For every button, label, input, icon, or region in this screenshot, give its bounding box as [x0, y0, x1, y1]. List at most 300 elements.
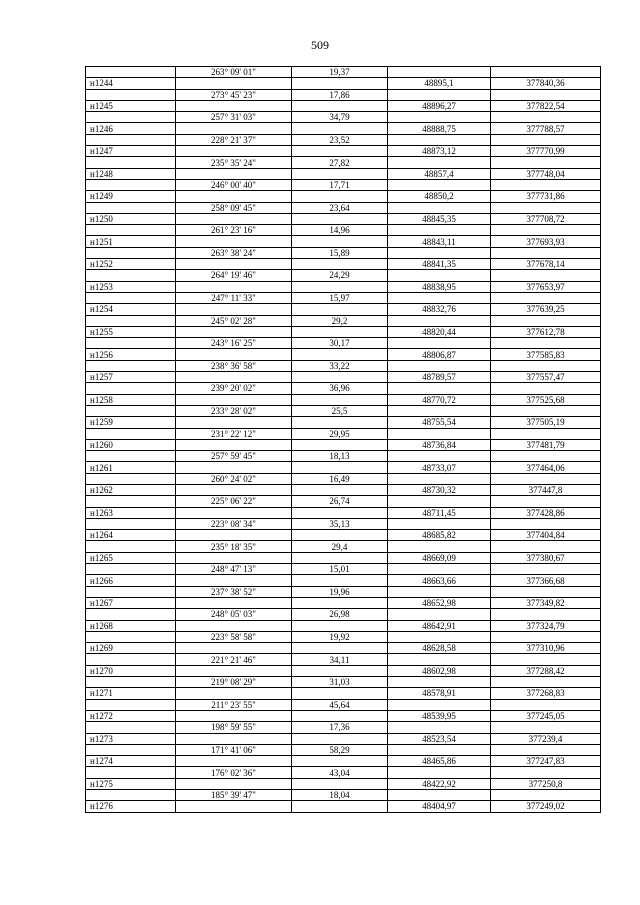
point-id-cell: [86, 564, 176, 575]
distance-cell: 36,96: [292, 383, 388, 394]
x-coordinate-cell: 48539,95: [388, 710, 491, 721]
point-id-cell: [86, 767, 176, 778]
x-coordinate-cell: [388, 247, 491, 258]
point-id-cell: [86, 631, 176, 642]
distance-cell: [292, 281, 388, 292]
distance-cell: [292, 643, 388, 654]
bearing-angle-cell: [176, 349, 292, 360]
bearing-angle-cell: 221° 21' 46": [176, 654, 292, 665]
point-id-cell: [86, 496, 176, 507]
y-coordinate-cell: 377245,05: [491, 710, 601, 721]
table-row: [86, 304, 601, 315]
x-coordinate-cell: [388, 586, 491, 597]
x-coordinate-cell: 48843,11: [388, 236, 491, 247]
distance-cell: [292, 123, 388, 134]
point-id-cell: [86, 112, 176, 123]
distance-cell: 24,29: [292, 270, 388, 281]
y-coordinate-cell: [491, 541, 601, 552]
table-row: [86, 451, 601, 462]
y-coordinate-cell: 377525,68: [491, 394, 601, 405]
distance-cell: [292, 168, 388, 179]
distance-cell: [292, 417, 388, 428]
point-id-cell: н1259: [86, 417, 176, 428]
distance-cell: 19,37: [292, 67, 388, 78]
x-coordinate-cell: 48642,91: [388, 620, 491, 631]
bearing-angle-cell: 247° 11' 33": [176, 292, 292, 303]
distance-cell: 34,79: [292, 112, 388, 123]
table-row: [86, 202, 601, 213]
x-coordinate-cell: [388, 112, 491, 123]
bearing-angle-cell: [176, 213, 292, 224]
distance-cell: 17,36: [292, 722, 388, 733]
distance-cell: 18,04: [292, 790, 388, 801]
distance-cell: 30,17: [292, 338, 388, 349]
point-id-cell: [86, 609, 176, 620]
table-row: [86, 259, 601, 270]
table-row: [86, 541, 601, 552]
distance-cell: [292, 191, 388, 202]
point-id-cell: [86, 677, 176, 688]
y-coordinate-cell: [491, 225, 601, 236]
point-id-cell: н1266: [86, 575, 176, 586]
y-coordinate-cell: 377447,8: [491, 484, 601, 495]
point-id-cell: н1260: [86, 439, 176, 450]
point-id-cell: [86, 338, 176, 349]
point-id-cell: н1251: [86, 236, 176, 247]
bearing-angle-cell: [176, 484, 292, 495]
point-id-cell: н1257: [86, 372, 176, 383]
table-row: [86, 790, 601, 801]
distance-cell: 15,97: [292, 292, 388, 303]
x-coordinate-cell: 48685,82: [388, 530, 491, 541]
point-id-cell: [86, 586, 176, 597]
x-coordinate-cell: 48730,32: [388, 484, 491, 495]
x-coordinate-cell: 48663,66: [388, 575, 491, 586]
table-row: [86, 710, 601, 721]
x-coordinate-cell: [388, 383, 491, 394]
table-row: [86, 372, 601, 383]
point-id-cell: н1246: [86, 123, 176, 134]
distance-cell: [292, 575, 388, 586]
point-id-cell: н1256: [86, 349, 176, 360]
point-id-cell: н1261: [86, 462, 176, 473]
table-row: [86, 620, 601, 631]
x-coordinate-cell: [388, 179, 491, 190]
table-row: [86, 191, 601, 202]
bearing-angle-cell: 237° 38' 52": [176, 586, 292, 597]
table-row: [86, 338, 601, 349]
survey-coordinates-table: [85, 66, 601, 813]
y-coordinate-cell: 377404,84: [491, 530, 601, 541]
x-coordinate-cell: [388, 518, 491, 529]
table-row: [86, 507, 601, 518]
point-id-cell: н1265: [86, 552, 176, 563]
y-coordinate-cell: 377250,8: [491, 778, 601, 789]
y-coordinate-cell: [491, 247, 601, 258]
x-coordinate-cell: 48711,45: [388, 507, 491, 518]
distance-cell: 23,64: [292, 202, 388, 213]
table-row: [86, 756, 601, 767]
x-coordinate-cell: 48669,09: [388, 552, 491, 563]
point-id-cell: н1264: [86, 530, 176, 541]
bearing-angle-cell: [176, 575, 292, 586]
bearing-angle-cell: [176, 733, 292, 744]
x-coordinate-cell: 48404,97: [388, 801, 491, 812]
point-id-cell: [86, 134, 176, 145]
x-coordinate-cell: 48888,75: [388, 123, 491, 134]
point-id-cell: н1253: [86, 281, 176, 292]
point-id-cell: [86, 89, 176, 100]
point-id-cell: [86, 225, 176, 236]
table-row: [86, 688, 601, 699]
table-row: [86, 518, 601, 529]
point-id-cell: н1262: [86, 484, 176, 495]
distance-cell: 26,98: [292, 609, 388, 620]
y-coordinate-cell: 377708,72: [491, 213, 601, 224]
point-id-cell: н1274: [86, 756, 176, 767]
distance-cell: 58,29: [292, 744, 388, 755]
point-id-cell: [86, 699, 176, 710]
table-row: [86, 496, 601, 507]
distance-cell: 16,49: [292, 473, 388, 484]
y-coordinate-cell: 377748,04: [491, 168, 601, 179]
x-coordinate-cell: 48850,2: [388, 191, 491, 202]
table-row: [86, 89, 601, 100]
table-row: [86, 665, 601, 676]
bearing-angle-cell: [176, 801, 292, 812]
x-coordinate-cell: 48422,92: [388, 778, 491, 789]
bearing-angle-cell: 239° 20' 02": [176, 383, 292, 394]
bearing-angle-cell: [176, 372, 292, 383]
distance-cell: [292, 236, 388, 247]
bearing-angle-cell: [176, 236, 292, 247]
bearing-angle-cell: 223° 08' 34": [176, 518, 292, 529]
bearing-angle-cell: 257° 31' 03": [176, 112, 292, 123]
x-coordinate-cell: [388, 564, 491, 575]
point-id-cell: [86, 722, 176, 733]
bearing-angle-cell: [176, 439, 292, 450]
bearing-angle-cell: 198° 59' 55": [176, 722, 292, 733]
bearing-angle-cell: [176, 507, 292, 518]
y-coordinate-cell: 377464,06: [491, 462, 601, 473]
point-id-cell: н1249: [86, 191, 176, 202]
x-coordinate-cell: 48736,84: [388, 439, 491, 450]
y-coordinate-cell: 377557,47: [491, 372, 601, 383]
y-coordinate-cell: [491, 654, 601, 665]
distance-cell: [292, 620, 388, 631]
distance-cell: 29,4: [292, 541, 388, 552]
bearing-angle-cell: 257° 59' 45": [176, 451, 292, 462]
bearing-angle-cell: 235° 18' 35": [176, 541, 292, 552]
distance-cell: [292, 530, 388, 541]
table-row: [86, 349, 601, 360]
point-id-cell: [86, 405, 176, 416]
distance-cell: 29,95: [292, 428, 388, 439]
point-id-cell: н1267: [86, 597, 176, 608]
table-row: [86, 552, 601, 563]
bearing-angle-cell: 171° 41' 06": [176, 744, 292, 755]
bearing-angle-cell: 263° 09' 01": [176, 67, 292, 78]
bearing-angle-cell: [176, 304, 292, 315]
x-coordinate-cell: [388, 157, 491, 168]
x-coordinate-cell: [388, 270, 491, 281]
bearing-angle-cell: 176° 02' 36": [176, 767, 292, 778]
y-coordinate-cell: [491, 270, 601, 281]
bearing-angle-cell: 228° 21' 37": [176, 134, 292, 145]
distance-cell: 15,89: [292, 247, 388, 258]
point-id-cell: н1269: [86, 643, 176, 654]
point-id-cell: н1254: [86, 304, 176, 315]
table-body: [86, 67, 601, 813]
y-coordinate-cell: [491, 744, 601, 755]
point-id-cell: [86, 67, 176, 78]
y-coordinate-cell: [491, 67, 601, 78]
point-id-cell: н1252: [86, 259, 176, 270]
bearing-angle-cell: [176, 100, 292, 111]
x-coordinate-cell: 48832,76: [388, 304, 491, 315]
y-coordinate-cell: [491, 496, 601, 507]
distance-cell: 25,5: [292, 405, 388, 416]
table-row: [86, 586, 601, 597]
y-coordinate-cell: [491, 699, 601, 710]
table-row: [86, 643, 601, 654]
table-row: [86, 417, 601, 428]
table-row: [86, 733, 601, 744]
y-coordinate-cell: 377310,96: [491, 643, 601, 654]
table-row: [86, 67, 601, 78]
x-coordinate-cell: 48896,27: [388, 100, 491, 111]
y-coordinate-cell: [491, 405, 601, 416]
distance-cell: [292, 213, 388, 224]
point-id-cell: [86, 654, 176, 665]
distance-cell: [292, 146, 388, 157]
distance-cell: [292, 462, 388, 473]
distance-cell: [292, 259, 388, 270]
point-id-cell: н1247: [86, 146, 176, 157]
table-row: [86, 236, 601, 247]
x-coordinate-cell: [388, 677, 491, 688]
y-coordinate-cell: [491, 790, 601, 801]
point-id-cell: [86, 744, 176, 755]
bearing-angle-cell: [176, 597, 292, 608]
point-id-cell: [86, 157, 176, 168]
table-row: [86, 654, 601, 665]
table-row: [86, 767, 601, 778]
y-coordinate-cell: 377693,93: [491, 236, 601, 247]
x-coordinate-cell: 48873,12: [388, 146, 491, 157]
bearing-angle-cell: [176, 281, 292, 292]
x-coordinate-cell: 48789,57: [388, 372, 491, 383]
table-row: [86, 326, 601, 337]
y-coordinate-cell: 377366,68: [491, 575, 601, 586]
x-coordinate-cell: [388, 405, 491, 416]
x-coordinate-cell: 48841,35: [388, 259, 491, 270]
bearing-angle-cell: 264° 19' 46": [176, 270, 292, 281]
point-id-cell: [86, 360, 176, 371]
bearing-angle-cell: [176, 191, 292, 202]
bearing-angle-cell: 273° 45' 23": [176, 89, 292, 100]
x-coordinate-cell: [388, 225, 491, 236]
point-id-cell: н1275: [86, 778, 176, 789]
table-row: [86, 744, 601, 755]
x-coordinate-cell: 48845,35: [388, 213, 491, 224]
point-id-cell: н1271: [86, 688, 176, 699]
point-id-cell: [86, 473, 176, 484]
x-coordinate-cell: [388, 202, 491, 213]
bearing-angle-cell: [176, 778, 292, 789]
table-row: [86, 146, 601, 157]
point-id-cell: [86, 428, 176, 439]
x-coordinate-cell: [388, 67, 491, 78]
x-coordinate-cell: [388, 315, 491, 326]
bearing-angle-cell: [176, 620, 292, 631]
distance-cell: 34,11: [292, 654, 388, 665]
bearing-angle-cell: 243° 16' 25": [176, 338, 292, 349]
bearing-angle-cell: [176, 710, 292, 721]
distance-cell: [292, 78, 388, 89]
x-coordinate-cell: [388, 767, 491, 778]
distance-cell: 14,96: [292, 225, 388, 236]
x-coordinate-cell: 48820,44: [388, 326, 491, 337]
x-coordinate-cell: [388, 338, 491, 349]
distance-cell: [292, 100, 388, 111]
x-coordinate-cell: [388, 292, 491, 303]
table-row: [86, 123, 601, 134]
table-row: [86, 383, 601, 394]
y-coordinate-cell: [491, 315, 601, 326]
point-id-cell: [86, 270, 176, 281]
table-row: [86, 597, 601, 608]
table-row: [86, 100, 601, 111]
bearing-angle-cell: [176, 665, 292, 676]
y-coordinate-cell: [491, 157, 601, 168]
y-coordinate-cell: 377247,83: [491, 756, 601, 767]
table-row: [86, 270, 601, 281]
table-row: [86, 564, 601, 575]
y-coordinate-cell: 377268,83: [491, 688, 601, 699]
x-coordinate-cell: 48857,4: [388, 168, 491, 179]
point-id-cell: н1250: [86, 213, 176, 224]
x-coordinate-cell: [388, 541, 491, 552]
distance-cell: [292, 304, 388, 315]
distance-cell: [292, 801, 388, 812]
y-coordinate-cell: 377840,36: [491, 78, 601, 89]
table-row: [86, 315, 601, 326]
y-coordinate-cell: [491, 631, 601, 642]
point-id-cell: н1268: [86, 620, 176, 631]
distance-cell: 17,71: [292, 179, 388, 190]
distance-cell: [292, 372, 388, 383]
point-id-cell: н1248: [86, 168, 176, 179]
y-coordinate-cell: 377788,57: [491, 123, 601, 134]
y-coordinate-cell: 377731,86: [491, 191, 601, 202]
y-coordinate-cell: [491, 89, 601, 100]
y-coordinate-cell: [491, 451, 601, 462]
table-row: [86, 575, 601, 586]
x-coordinate-cell: 48602,98: [388, 665, 491, 676]
y-coordinate-cell: [491, 179, 601, 190]
point-id-cell: [86, 247, 176, 258]
y-coordinate-cell: [491, 134, 601, 145]
point-id-cell: [86, 790, 176, 801]
point-id-cell: [86, 179, 176, 190]
bearing-angle-cell: 245° 02' 28": [176, 315, 292, 326]
bearing-angle-cell: 238° 36' 58": [176, 360, 292, 371]
table-row: [86, 473, 601, 484]
y-coordinate-cell: [491, 202, 601, 213]
x-coordinate-cell: 48465,86: [388, 756, 491, 767]
y-coordinate-cell: 377612,78: [491, 326, 601, 337]
distance-cell: [292, 507, 388, 518]
bearing-angle-cell: 219° 08' 29": [176, 677, 292, 688]
point-id-cell: н1258: [86, 394, 176, 405]
y-coordinate-cell: [491, 518, 601, 529]
point-id-cell: [86, 383, 176, 394]
table-row: [86, 722, 601, 733]
x-coordinate-cell: [388, 451, 491, 462]
distance-cell: 19,92: [292, 631, 388, 642]
y-coordinate-cell: 377239,4: [491, 733, 601, 744]
table-row: [86, 213, 601, 224]
x-coordinate-cell: 48806,87: [388, 349, 491, 360]
point-id-cell: н1255: [86, 326, 176, 337]
table-row: [86, 405, 601, 416]
point-id-cell: [86, 518, 176, 529]
y-coordinate-cell: [491, 722, 601, 733]
table-row: [86, 778, 601, 789]
distance-cell: 27,82: [292, 157, 388, 168]
table-row: [86, 360, 601, 371]
distance-cell: 33,22: [292, 360, 388, 371]
x-coordinate-cell: [388, 473, 491, 484]
bearing-angle-cell: 248° 47' 13": [176, 564, 292, 575]
x-coordinate-cell: 48895,1: [388, 78, 491, 89]
distance-cell: 23,52: [292, 134, 388, 145]
y-coordinate-cell: 377822,54: [491, 100, 601, 111]
bearing-angle-cell: 248° 05' 03": [176, 609, 292, 620]
point-id-cell: н1276: [86, 801, 176, 812]
distance-cell: [292, 710, 388, 721]
bearing-angle-cell: [176, 530, 292, 541]
point-id-cell: н1263: [86, 507, 176, 518]
x-coordinate-cell: [388, 631, 491, 642]
table-row: [86, 609, 601, 620]
point-id-cell: [86, 315, 176, 326]
y-coordinate-cell: [491, 767, 601, 778]
y-coordinate-cell: 377639,25: [491, 304, 601, 315]
y-coordinate-cell: [491, 360, 601, 371]
table-row: [86, 157, 601, 168]
distance-cell: 19,96: [292, 586, 388, 597]
x-coordinate-cell: [388, 134, 491, 145]
distance-cell: 31,03: [292, 677, 388, 688]
table-row: [86, 78, 601, 89]
x-coordinate-cell: [388, 722, 491, 733]
x-coordinate-cell: 48770,72: [388, 394, 491, 405]
bearing-angle-cell: [176, 643, 292, 654]
distance-cell: [292, 349, 388, 360]
distance-cell: 18,13: [292, 451, 388, 462]
y-coordinate-cell: [491, 383, 601, 394]
x-coordinate-cell: [388, 744, 491, 755]
y-coordinate-cell: 377349,82: [491, 597, 601, 608]
bearing-angle-cell: [176, 688, 292, 699]
distance-cell: [292, 394, 388, 405]
table-row: [86, 247, 601, 258]
bearing-angle-cell: 246° 00' 40": [176, 179, 292, 190]
table-row: [86, 484, 601, 495]
distance-cell: 45,64: [292, 699, 388, 710]
